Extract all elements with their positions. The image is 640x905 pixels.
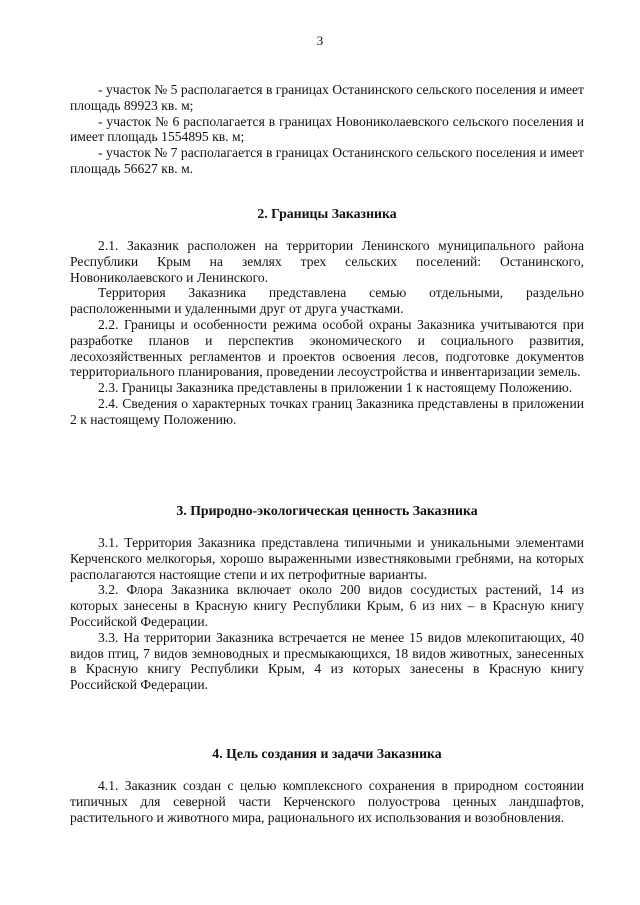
paragraph: 3.3. На территории Заказника встречается не менее 15 видов млекопитающих, 40 видов птиц, 7 видов земноводных и пресмыкающихся, 18 видов животных, занесенных в Красную книгу Республики Крым, 4 из которых занесены в Красную книгу Российской Федерации. — [70, 629, 584, 693]
paragraph: 2.2. Границы и особенности режима особой охраны Заказника учитываются при разработке планов и перспектив экономического и социального развития, лесохозяйственных регламентов и проектов освоения лесов, подготовке документов территориального планирования, проведении лесоустройства и инвентаризации земель. — [70, 316, 584, 380]
plots-list — [70, 82, 584, 177]
paragraph: 2.1. Заказник расположен на территории Ленинского муниципального района Республики Крым на землях трех сельских поселений: Останинского, Новониколаевского и Ленинского. — [70, 238, 584, 285]
section-heading: 4. Цель создания и задачи Заказника — [212, 746, 442, 761]
paragraph: 2.3. Границы Заказника представлены в приложении 1 к настоящему Положению. — [98, 380, 573, 396]
plot-item: - участок № 6 располагается в границах Новониколаевского сельского поселения и имеет площадь 1554895 кв. м; — [70, 113, 584, 145]
page-number: 3 — [316, 33, 324, 48]
plot-item: - участок № 7 располагается в границах Останинского сельского поселения и имеет площадь 56627 кв. м. — [70, 145, 584, 176]
section-heading: 3. Природно-экологическая ценность Заказника — [176, 503, 478, 518]
section-4-body — [70, 778, 584, 825]
paragraph: Территория Заказника представлена семью отдельными, раздельно расположенными и удаленными друг от друга участками. — [70, 285, 584, 317]
paragraph: 2.4. Сведения о характерных точках границ Заказника представлены в приложении 2 к настоящему Положению. — [70, 395, 584, 427]
section-heading: 2. Границы Заказника — [257, 206, 397, 221]
plot-item: - участок № 5 располагается в границах Останинского сельского поселения и имеет площадь 89923 кв. м; — [70, 82, 584, 113]
section-3-body — [70, 535, 584, 693]
section-2-body — [70, 238, 584, 428]
paragraph: 3.1. Территория Заказника представлена типичными и уникальными элементами Керченского мелкогорья, хорошо выраженными известняковыми гребнями, на которых располагаются настоящие степи и их петрофитные варианты. — [70, 535, 584, 582]
paragraph: 4.1. Заказник создан с целью комплексного сохранения в природном состоянии типичных для северной части Керченского полуострова ценных ландшафтов, растительного и животного мира, рационального их использования и возобновления. — [70, 778, 584, 825]
paragraph: 3.2. Флора Заказника включает около 200 видов сосудистых растений, 14 из которых занесены в Красную книгу Республики Крым, 6 из них – в Красную книгу Российской Федерации. — [70, 582, 584, 629]
